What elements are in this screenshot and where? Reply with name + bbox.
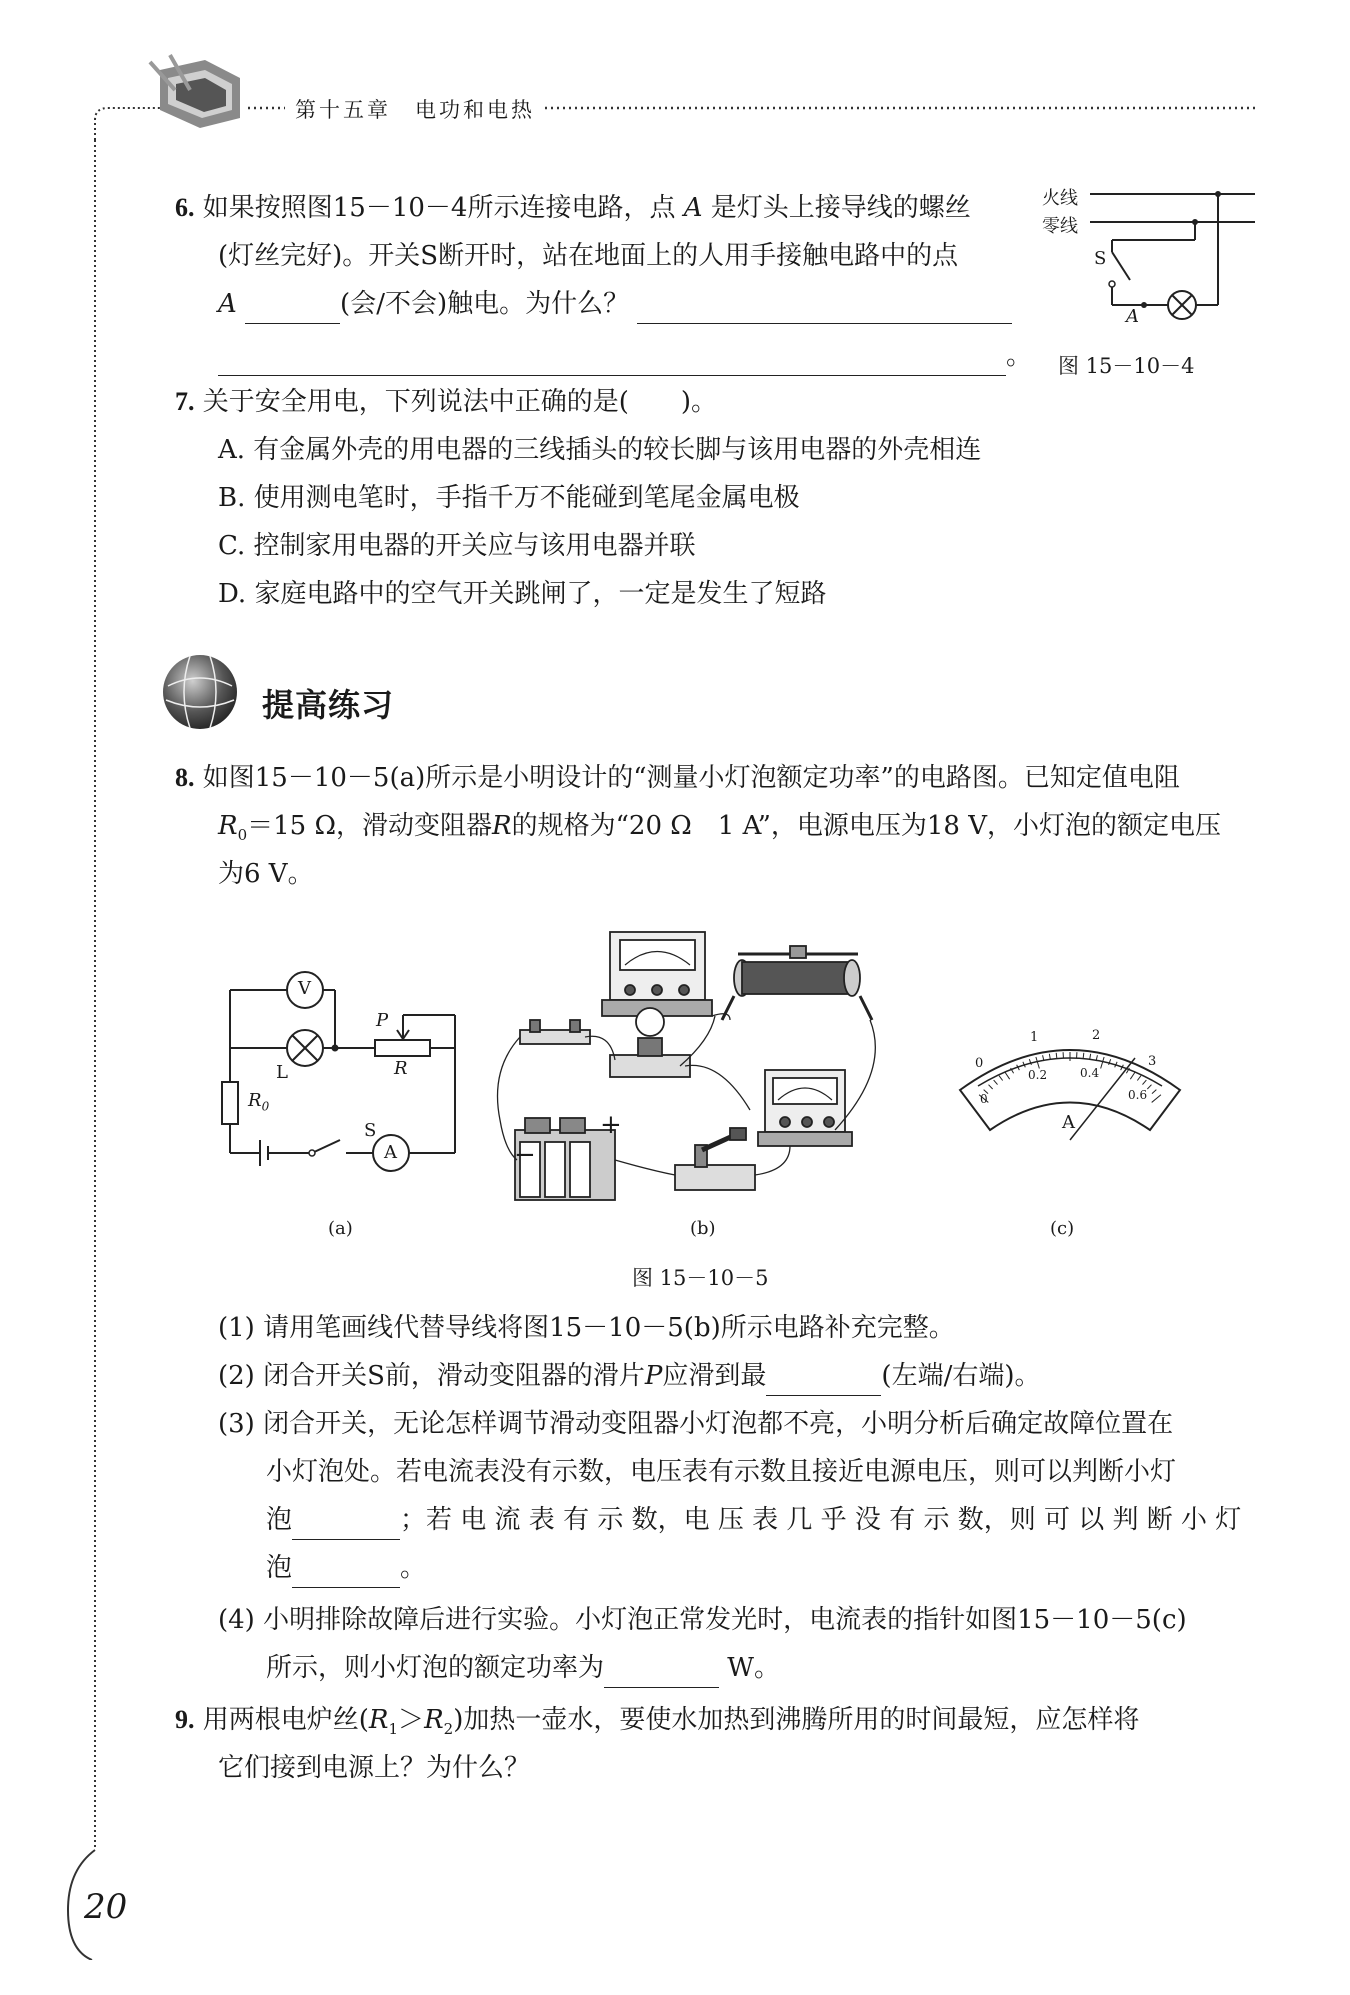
bulb-icon — [610, 1008, 690, 1077]
fig-a-ammeter-label: A — [384, 1142, 397, 1163]
fig-c-top-3: 3 — [1148, 1054, 1157, 1069]
fig-a-lamp-label: L — [276, 1062, 288, 1083]
rheostat-icon — [722, 946, 872, 1020]
q6-line3: A (会/不会)触电。为什么？ — [218, 284, 1012, 324]
q9-number: 9. — [175, 1705, 195, 1734]
fig5-caption: 图 15－10－5 — [632, 1266, 769, 1290]
q8-line1: 8. 如图15－10－5(a)所示是小明设计的“测量小灯泡额定功率”的电路图。已知定值电阻 — [175, 763, 1180, 793]
fig-c-bottom-1: 0.2 — [1028, 1068, 1048, 1082]
q8-sub3-line3: 泡 ；若 电 流 表 有 示 数，电 压 表 几 乎 没 有 示 数，则 可 以 判 断 小 灯 — [266, 1500, 1241, 1540]
voltmeter-icon — [602, 932, 712, 1016]
q7-stem: 7. 关于安全用电，下列说法中正确的是( )。 — [175, 387, 718, 417]
figure-a-circuit — [200, 960, 480, 1180]
q8-line2: $R_0=15$ Ω，滑动变阻器R的规格为“20 Ω 1 A”，电源电压为18 V，小灯泡的额定电压 — [218, 811, 1221, 845]
fig-c-bottom-3: 0.6 — [1128, 1088, 1148, 1102]
q6-blank-2 — [637, 293, 1012, 324]
fig-a-rheostat-label: R — [394, 1058, 408, 1079]
q7-option-a: A. 有金属外壳的用电器的三线插头的较长脚与该用电器的外壳相连 — [218, 435, 982, 465]
chapter-title: 第十五章 电功和电热 — [295, 98, 535, 122]
knife-switch-icon — [675, 1128, 755, 1190]
fig-a-slider-label: P — [376, 1010, 389, 1031]
fig-c-bottom-2: 0.4 — [1080, 1066, 1100, 1080]
fig-c-unit: A — [1062, 1112, 1075, 1133]
fig4-live-label: 火线 — [1042, 188, 1078, 209]
q6-blank-1 — [245, 293, 340, 324]
q8-sub4-line1: (4) 小明排除故障后进行实验。小灯泡正常发光时，电流表的指针如图15－10－5(c) — [218, 1605, 1187, 1635]
q8-sub1: (1) 请用笔画线代替导线将图15－10－5(b)所示电路补充完整。 — [218, 1313, 955, 1343]
q8-blank-1 — [766, 1365, 881, 1396]
fig-b-label: (b) — [690, 1218, 716, 1239]
q6-number: 6. — [175, 193, 195, 222]
q8-line3: 为6 V。 — [218, 859, 314, 889]
q8-blank-4 — [604, 1657, 719, 1688]
q6-line4: 。 — [218, 336, 1032, 376]
q7-option-d: D. 家庭电路中的空气开关跳闸了，一定是发生了短路 — [218, 579, 827, 609]
fig-a-voltmeter-label: V — [298, 978, 311, 999]
dial-tick — [1056, 1053, 1057, 1059]
fig-b-minus-label: − — [514, 1140, 536, 1170]
q8-blank-3 — [292, 1557, 400, 1588]
q7-option-c: C. 控制家用电器的开关应与该用电器并联 — [218, 531, 696, 561]
lamp-icon — [1168, 291, 1196, 319]
page-number: 20 — [84, 1887, 128, 1927]
q7-option-b: B. 使用测电笔时，手指千万不能碰到笔尾金属电极 — [218, 483, 800, 513]
ammeter-icon — [758, 1070, 852, 1146]
fig-a-label: (a) — [328, 1218, 353, 1239]
q6-blank-3 — [218, 345, 1006, 376]
q9-line1: 9. 用两根电炉丝$(R_1>R_2)$加热一壶水，要使水加热到沸腾所用的时间最短，应怎样将 — [175, 1705, 1140, 1739]
dial-tick — [1083, 1053, 1084, 1059]
q8-sub2: (2) 闭合开关S前，滑动变阻器的滑片P应滑到最 (左端/右端)。 — [218, 1356, 1040, 1396]
q8-blank-2 — [292, 1509, 400, 1540]
fig-a-r0-label: $R_0$ — [248, 1090, 270, 1114]
q6-line1: 6. 如果按照图15－10－4所示连接电路，点 A 是灯头上接导线的螺丝 — [175, 193, 971, 223]
section-title: 提高练习 — [262, 686, 395, 724]
q8-sub3-line1: (3) 闭合开关，无论怎样调节滑动变阻器小灯泡都不亮，小明分析后确定故障位置在 — [218, 1409, 1174, 1439]
fig-c-top-1: 1 — [1030, 1030, 1039, 1045]
fig-c-top-0: 0 — [975, 1056, 984, 1071]
fig-c-top-2: 2 — [1092, 1028, 1101, 1043]
header-decoration — [0, 0, 1350, 140]
fig4-neutral-label: 零线 — [1042, 216, 1078, 237]
fig4-caption: 图 15－10－4 — [1058, 354, 1195, 378]
q8-number: 8. — [175, 763, 195, 792]
q8-sub3-line4: 泡 。 — [266, 1548, 426, 1588]
q8-sub4-line2: 所示，则小灯泡的额定功率为 W。 — [266, 1648, 780, 1688]
book-logo-icon — [150, 55, 240, 128]
fig-b-plus-label: + — [600, 1110, 622, 1140]
fig-c-label: (c) — [1050, 1218, 1075, 1239]
q6-line2: (灯丝完好)。开关S断开时，站在地面上的人用手接触电路中的点 — [218, 241, 959, 271]
fig4-switch-label: S — [1094, 248, 1107, 269]
fig4-point-label: A — [1126, 306, 1139, 327]
figure-b-apparatus — [490, 920, 910, 1220]
q9-line2: 它们接到电源上？为什么？ — [218, 1753, 531, 1783]
q7-number: 7. — [175, 387, 195, 416]
q8-sub3-line2: 小灯泡处。若电流表没有示数，电压表有示数且接近电源电压，则可以判断小灯 — [266, 1457, 1177, 1487]
fig-c-bottom-0: 0 — [980, 1092, 988, 1106]
fig-a-switch-label: S — [364, 1120, 377, 1141]
section-globe-icon — [160, 652, 240, 732]
margin-line — [0, 130, 120, 1960]
